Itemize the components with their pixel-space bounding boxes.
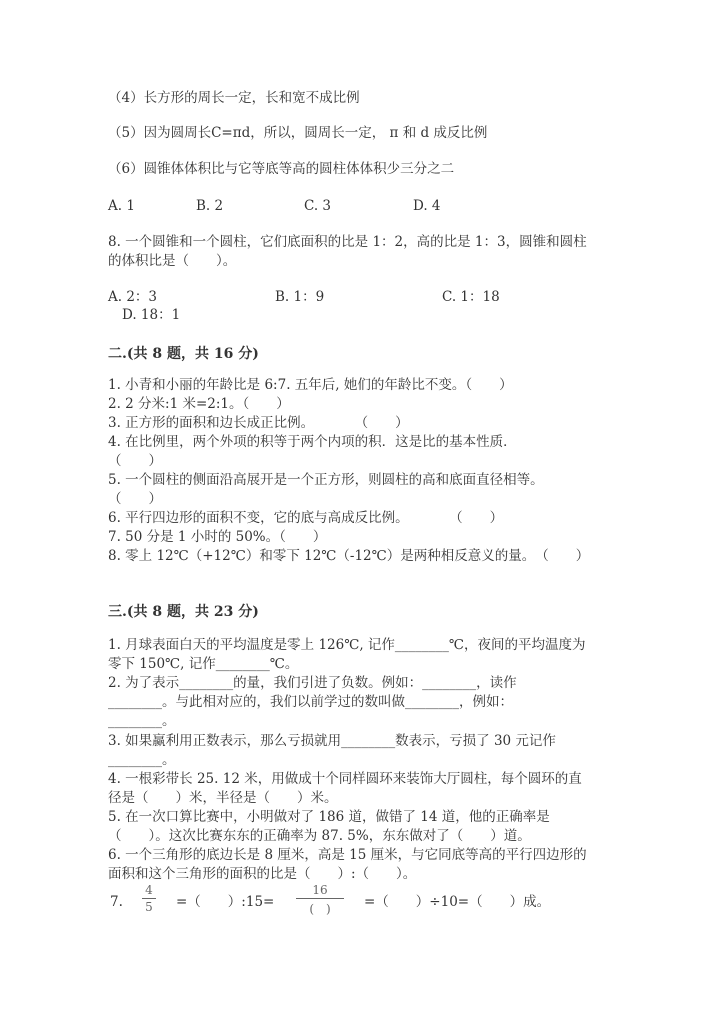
fill-line-3: 2. 为了表示________的量，我们引进了负数。例如：________，读作: [108, 675, 517, 691]
fill-line-12: 6. 一个三角形的底边长是 8 厘米，高是 15 厘米，与它同底等高的平行四边形的: [108, 847, 587, 863]
q7-option-b: B. 2: [196, 198, 224, 214]
q7-ratio-part: =（ ）:15=: [176, 894, 275, 910]
q7-option-d: D. 4: [413, 198, 441, 214]
tf-line-2: 2. 2 分米:1 米=2:1。（ ）: [108, 396, 290, 412]
tf-line-8: 6. 平行四边形的面积不变，它的底与高成反比例。 （ ）: [108, 510, 504, 526]
fill-line-9: 径是（ ）米，半径是（ ）米。: [108, 790, 338, 806]
tf-line-4: 4. 在比例里，两个外项的积等于两个内项的积．这是比的基本性质．: [108, 434, 517, 450]
tf-line-7: （ ）: [108, 491, 162, 507]
fill-line-5: ________。: [108, 713, 176, 729]
fraction-4-5: [142, 883, 156, 914]
fraction-denominator: ( ): [309, 902, 331, 916]
q8-option-b: B. 1：9: [275, 289, 325, 305]
statement-4: （4）长方形的周长一定，长和宽不成比例: [108, 90, 360, 106]
tf-line-3: 3. 正方形的面积和边长成正比例。 （ ）: [108, 415, 409, 431]
fill-line-10: 5. 在一次口算比赛中，小明做对了 186 道，做错了 14 道，他的正确率是: [108, 809, 550, 825]
fill-line-11: （ ）。这次比赛东东的正确率为 87. 5%，东东做对了（ ）道。: [108, 828, 531, 844]
fill-line-7: ________。: [108, 752, 176, 768]
fraction-16-blank: [296, 883, 344, 917]
q7-division-part: =（ ）÷10=（ ）成。: [364, 894, 551, 910]
q7-number: 7.: [110, 894, 123, 910]
statement-6: （6）圆锥体体积比与它等底等高的圆柱体体积少三分之二: [108, 161, 455, 177]
q8-line-1: 8. 一个圆锥和一个圆柱，它们底面积的比是 1：2，高的比是 1：3，圆锥和圆柱: [108, 234, 587, 250]
fraction-denominator: 5: [145, 900, 153, 914]
q7-option-a: A. 1: [108, 198, 135, 214]
statement-5: （5）因为圆周长C=πd，所以，圆周长一定， π 和 d 成反比例: [108, 125, 488, 141]
section-2-heading: 二.(共 8 题，共 16 分): [108, 346, 259, 362]
section-3-heading: 三.(共 8 题，共 23 分): [108, 604, 259, 620]
fraction-numerator: 4: [145, 883, 153, 897]
q8-option-a: A. 2：3: [108, 289, 158, 305]
fill-line-6: 3. 如果赢利用正数表示，那么亏损就用________数表示，亏损了 30 元记作: [108, 733, 556, 749]
q8-option-c: C. 1：18: [442, 289, 500, 305]
q7-option-c: C. 3: [304, 198, 332, 214]
tf-line-9: 7. 50 分是 1 小时的 50%。（ ）: [108, 529, 327, 545]
fill-line-13: 面积和这个三角形的面积的比是（ ）:（ ）。: [108, 866, 417, 882]
fill-line-4: ________。与此相对应的，我们以前学过的数叫做________，例如：: [108, 694, 513, 710]
tf-line-1: 1. 小青和小丽的年龄比是 6:7. 五年后, 她们的年龄比不变。（ ）: [108, 377, 513, 393]
q8-option-d: D. 18：1: [122, 307, 181, 323]
fraction-bar: [296, 898, 344, 899]
tf-line-6: 5. 一个圆柱的侧面沿高展开是一个正方形，则圆柱的高和底面直径相等。: [108, 472, 544, 488]
tf-line-5: （ ）: [108, 453, 162, 469]
fill-line-2: 零下 150℃, 记作________℃。: [108, 656, 299, 672]
fraction-bar: [142, 898, 156, 899]
fill-line-1: 1. 月球表面白天的平均温度是零上 126℃, 记作________℃，夜间的平均温度为: [108, 637, 586, 653]
q8-line-2: 的体积比是（ ）。: [108, 253, 237, 269]
tf-line-10: 8. 零上 12℃（+12℃）和零下 12℃（-12℃）是两种相反意义的量。 （ ）: [108, 548, 590, 564]
fraction-numerator: 16: [312, 883, 328, 897]
fill-line-8: 4. 一根彩带长 25. 12 米，用做成十个同样圆环来装饰大厅圆柱，每个圆环的直: [108, 771, 582, 787]
